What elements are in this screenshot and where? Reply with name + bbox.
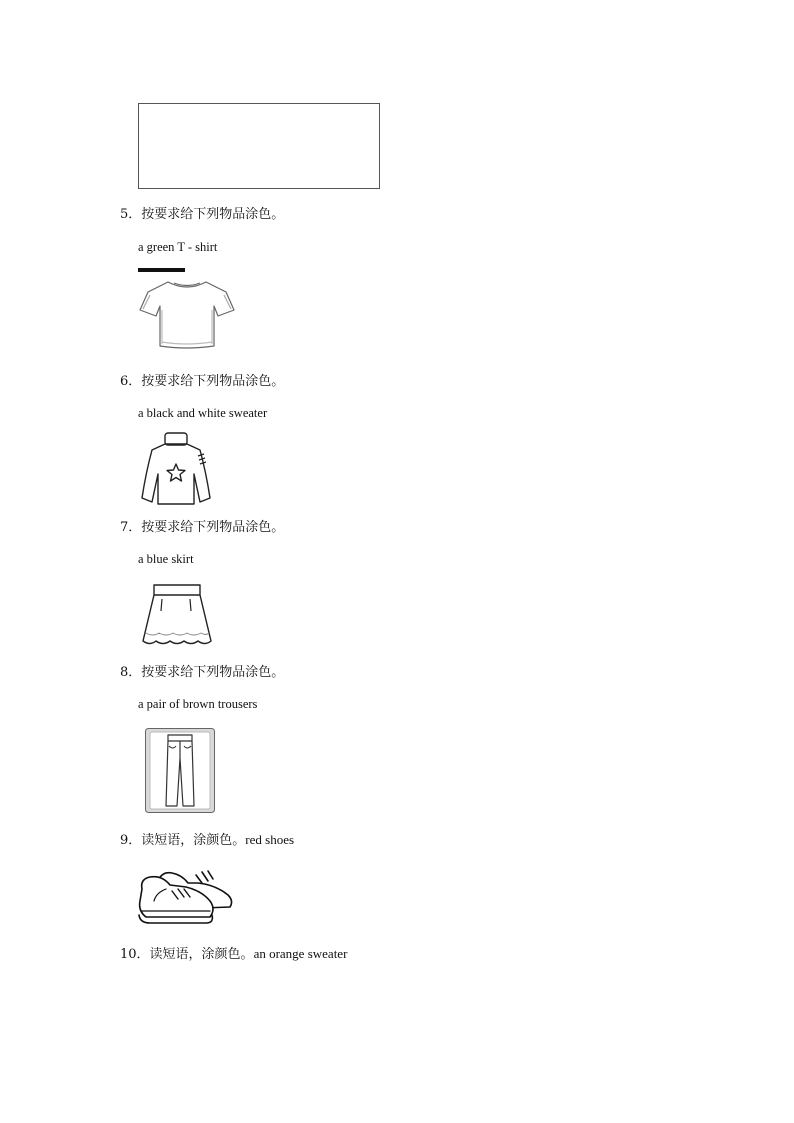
question-10 (120, 946, 347, 963)
question-number: 7． (120, 520, 142, 535)
shoes-icon (136, 865, 234, 927)
question-9 (120, 832, 294, 849)
question-phrase: red shoes (245, 832, 295, 847)
question-7 (120, 520, 284, 536)
question-number: 5． (120, 207, 142, 222)
question-number: 8． (120, 665, 142, 680)
question-6-phrase: a black and white sweater (138, 406, 268, 420)
question-5-phrase: a green T - shirt (138, 240, 218, 254)
question-6 (120, 374, 284, 390)
question-number: 10． (120, 947, 150, 962)
question-instruction: 按要求给下列物品涂色。 (141, 207, 285, 222)
question-phrase: an orange sweater (253, 946, 348, 961)
t-shirt-icon (138, 276, 236, 352)
question-instruction: 读短语，涂颜色。 (141, 833, 246, 848)
trousers-icon (145, 728, 215, 813)
question-5 (120, 207, 284, 223)
skirt-icon (140, 583, 214, 649)
answer-box (138, 103, 380, 189)
question-instruction: 按要求给下列物品涂色。 (141, 374, 285, 389)
question-number: 9． (120, 833, 142, 848)
question-instruction: 按要求给下列物品涂色。 (141, 665, 285, 680)
sweater-icon (138, 432, 214, 508)
question-8-phrase: a pair of brown trousers (138, 697, 258, 711)
question-instruction: 按要求给下列物品涂色。 (141, 520, 285, 535)
question-number: 6． (120, 374, 142, 389)
question-8 (120, 665, 284, 681)
question-instruction: 读短语，涂颜色。 (149, 947, 254, 962)
question-7-phrase: a blue skirt (138, 552, 194, 566)
label-strip (138, 268, 185, 272)
